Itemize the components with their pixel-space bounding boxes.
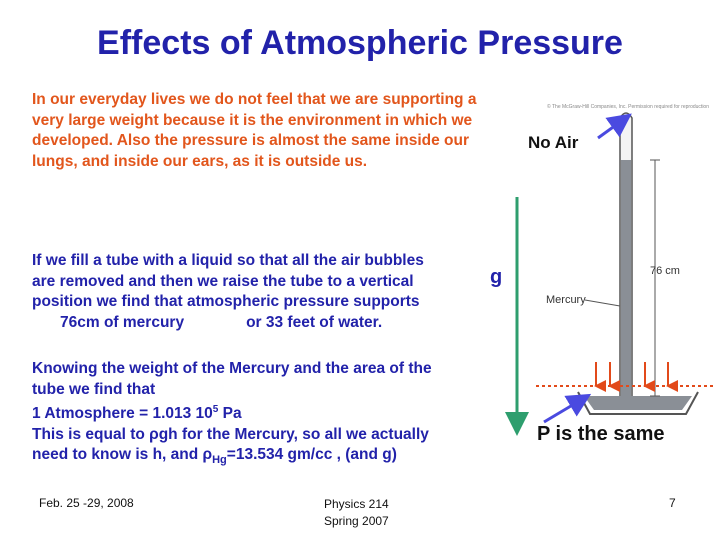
- no-air-label: No Air: [528, 133, 579, 152]
- atm-line-2: tube we find that: [32, 380, 156, 398]
- slide-title: Effects of Atmospheric Pressure: [97, 24, 623, 62]
- mercury-pool: [584, 396, 692, 410]
- mercury-label: Mercury: [546, 294, 586, 306]
- copyright-note: © The McGraw-Hill Companies, Inc. Permission required for reproduction: [547, 104, 709, 110]
- footer-course: [324, 496, 389, 530]
- rho-text: need to know is h, and ρ: [32, 446, 213, 464]
- tube-line-3: position we find that atmospheric pressure supports: [32, 293, 420, 310]
- rho-subscript: Hg: [212, 454, 227, 467]
- atm-line-1: Knowing the weight of the Mercury and the area of the: [32, 360, 432, 377]
- p-same-label: P is the same: [537, 423, 665, 445]
- mercury-column: [621, 160, 631, 400]
- course-term: Spring 2007: [324, 514, 389, 528]
- p-same-arrow: [544, 397, 586, 422]
- rho-value: =13.534 gm/cc , (and g): [226, 446, 397, 464]
- water-height-text: or 33 feet of water.: [246, 313, 383, 331]
- height-label: 76 cm: [650, 265, 680, 277]
- atm-line-4: This is equal to ρgh for the Mercury, so all we actually: [32, 425, 429, 443]
- atm-unit: Pa: [218, 405, 242, 423]
- mercury-pointer: [585, 300, 620, 306]
- tube-line-1: If we fill a tube with a liquid so that all the air bubbles: [32, 252, 424, 269]
- page-number: 7: [669, 496, 676, 510]
- footer-date: Feb. 25 -29, 2008: [39, 496, 134, 510]
- atm-exponent: 5: [212, 404, 219, 415]
- mercury-height-text: 76cm of mercury: [60, 313, 185, 331]
- tube-line-2: are removed and then we raise the tube to a vertical: [32, 272, 414, 290]
- gravity-label: g: [490, 266, 503, 288]
- course-name: Physics 214: [324, 497, 389, 511]
- intro-paragraph: In our everyday lives we do not feel that we are supporting a very large weight because it is the environment in which we developed. Also the pressure is almost the same inside our lungs, and inside our ears, as it is outside us.: [32, 91, 477, 170]
- atm-value: 1 Atmosphere = 1.013 10: [32, 405, 213, 423]
